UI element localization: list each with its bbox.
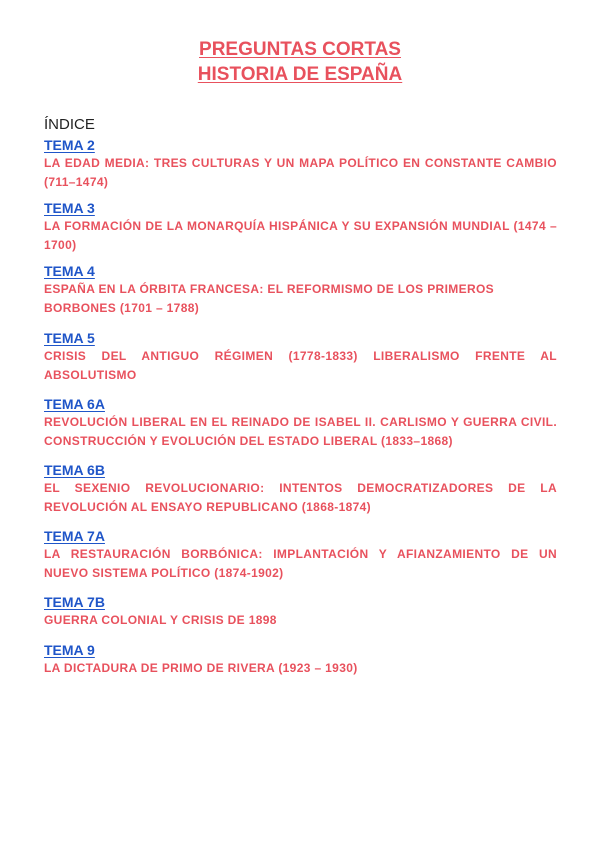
index-heading: ÍNDICE [44, 116, 95, 133]
toc-entry-tema-4 [44, 262, 557, 317]
tema-description: LA DICTADURA DE PRIMO DE RIVERA (1923 – 1930) [44, 660, 358, 675]
tema-link[interactable]: TEMA 5 [44, 330, 95, 346]
tema-link[interactable]: TEMA 6B [44, 462, 105, 478]
toc-entry-tema-6b [44, 461, 557, 516]
tema-description: LA RESTAURACIÓN BORBÓNICA: IMPLANTACIÓN Y AFIANZAMIENTO DE UN NUEVO SISTEMA POLÍTICO (1874-1902) [44, 547, 557, 580]
toc-entry-tema-7a [44, 527, 557, 582]
toc-entry-tema-2 [44, 136, 557, 191]
tema-link[interactable]: TEMA 7B [44, 594, 105, 610]
table-of-contents [44, 136, 557, 677]
tema-description: REVOLUCIÓN LIBERAL EN EL REINADO DE ISABEL II. CARLISMO Y GUERRA CIVIL. CONSTRUCCIÓN Y EVOLUCIÓN DEL ESTADO LIBERAL (1833–1868) [44, 415, 557, 448]
tema-link[interactable]: TEMA 3 [44, 200, 95, 216]
toc-entry-tema-3 [44, 199, 557, 254]
toc-entry-tema-5 [44, 329, 557, 384]
tema-link[interactable]: TEMA 7A [44, 528, 105, 544]
tema-link[interactable]: TEMA 4 [44, 263, 95, 279]
tema-description: CRISIS DEL ANTIGUO RÉGIMEN (1778-1833) LIBERALISMO FRENTE AL ABSOLUTISMO [44, 349, 557, 382]
tema-link[interactable]: TEMA 9 [44, 641, 95, 658]
tema-description: ESPAÑA EN LA ÓRBITA FRANCESA: EL REFORMISMO DE LOS PRIMEROS BORBONES (1701 – 1788) [44, 282, 495, 315]
tema-link[interactable]: TEMA 2 [44, 137, 95, 153]
tema-description: LA FORMACIÓN DE LA MONARQUÍA HISPÁNICA Y SU EXPANSIÓN MUNDIAL (1474 – 1700) [44, 219, 557, 252]
document-subtitle: HISTORIA DE ESPAÑA [197, 64, 403, 85]
toc-entry-tema-6a [44, 395, 557, 450]
title-block [0, 37, 600, 87]
tema-description: EL SEXENIO REVOLUCIONARIO: INTENTOS DEMOCRATIZADORES DE LA REVOLUCIÓN AL ENSAYO REPUBLICANO (1868-1874) [44, 481, 557, 514]
toc-entry-tema-9 [44, 641, 557, 678]
tema-description: LA EDAD MEDIA: TRES CULTURAS Y UN MAPA POLÍTICO EN CONSTANTE CAMBIO (711–1474) [44, 156, 557, 189]
document-title: PREGUNTAS CORTAS [199, 39, 401, 60]
tema-description: GUERRA COLONIAL Y CRISIS DE 1898 [44, 613, 277, 627]
toc-entry-tema-7b [44, 593, 557, 630]
tema-link[interactable]: TEMA 6A [44, 396, 105, 412]
